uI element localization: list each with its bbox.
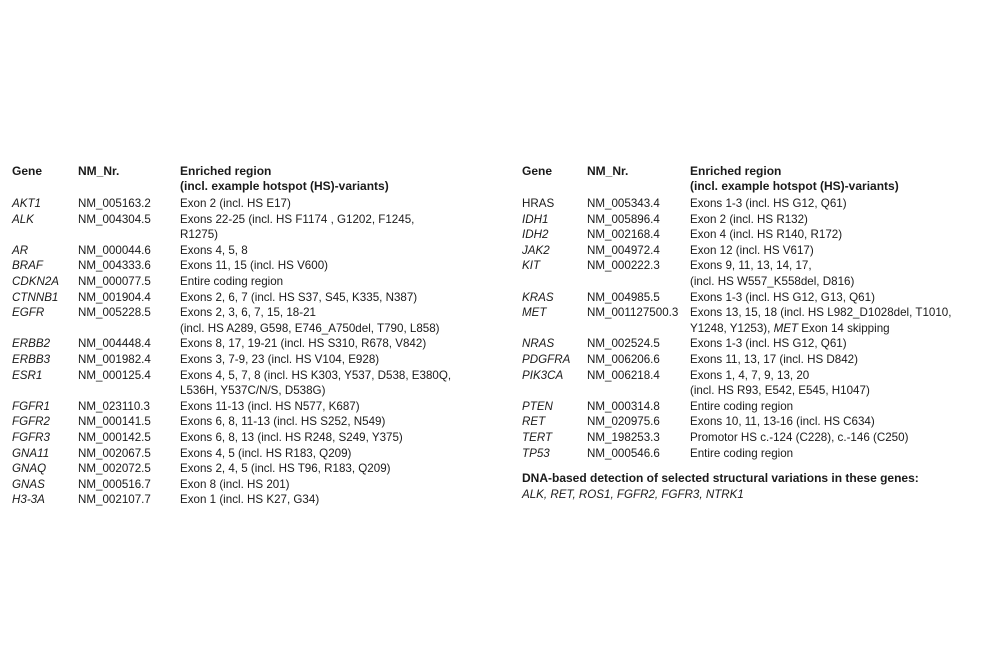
- nm-number: NM_005343.4: [587, 197, 660, 210]
- table-row: [12, 212, 451, 243]
- enriched-region: Exons 11, 15 (incl. HS V600): [180, 259, 329, 273]
- nm-number: NM_000077.5: [78, 274, 151, 288]
- gene-name: KIT: [522, 259, 541, 273]
- gene-name: RET: [522, 415, 546, 429]
- gene-mention: MET: [773, 321, 799, 335]
- gene-name: FGFR1: [12, 399, 51, 413]
- nm-number: NM_000314.8: [587, 399, 660, 413]
- nm-number: NM_002107.7: [78, 493, 151, 507]
- table-row: [12, 336, 451, 352]
- header-region: Enriched region (incl. example hotspot (HS)-variants): [690, 164, 899, 193]
- nm-number: NM_000142.5: [78, 430, 151, 444]
- enriched-region: Exons 2, 3, 6, 7, 15, 18-21 (incl. HS A289, G598, E746_A750del, T790, L858): [180, 306, 440, 335]
- nm-number: NM_000044.6: [78, 243, 151, 257]
- enriched-region: Exons 9, 11, 13, 14, 17, (incl. HS W557_K558del, D816): [690, 259, 855, 288]
- enriched-region: Exons 4, 5 (incl. HS R183, Q209): [180, 446, 352, 460]
- nm-number: NM_004304.5: [78, 212, 151, 226]
- table-row: [522, 258, 951, 289]
- table-row: [12, 430, 451, 446]
- gene-name: TERT: [522, 430, 553, 444]
- nm-number: NM_005896.4: [587, 212, 660, 226]
- nm-number: NM_004448.4: [78, 337, 151, 351]
- enriched-region: Exons 1-3 (incl. HS G12, Q61): [690, 337, 847, 351]
- nm-number: NM_004333.6: [78, 259, 151, 273]
- gene-name: IDH1: [522, 212, 549, 226]
- nm-number: NM_000222.3: [587, 259, 660, 273]
- table-row: [522, 290, 951, 306]
- enriched-region: Exon 2 (incl. HS R132): [690, 212, 808, 226]
- nm-number: NM_006206.6: [587, 352, 660, 366]
- structural-variations-note: [522, 471, 919, 502]
- gene-name: ALK: [12, 212, 34, 226]
- nm-number: NM_001904.4: [78, 290, 151, 304]
- table-row: [522, 368, 951, 399]
- nm-number: NM_002067.5: [78, 446, 151, 460]
- enriched-region: Exon 4 (incl. HS R140, R172): [690, 228, 843, 242]
- table-row: [522, 352, 951, 368]
- table-row: [522, 243, 951, 259]
- gene-name: GNAQ: [12, 462, 47, 476]
- table-row: [522, 305, 951, 336]
- nm-number: NM_020975.6: [587, 415, 660, 429]
- nm-number: NM_001982.4: [78, 352, 151, 366]
- gene-name: H3-3A: [12, 493, 45, 507]
- enriched-region: Exons 1, 4, 7, 9, 13, 20 (incl. HS R93, E542, E545, H1047): [690, 368, 870, 398]
- nm-number: NM_002524.5: [587, 337, 660, 351]
- gene-name: IDH2: [522, 228, 549, 242]
- table-row: [522, 430, 951, 446]
- table-row: [12, 196, 451, 212]
- gene-name: BRAF: [12, 259, 43, 273]
- nm-number: NM_001127500.3: [587, 306, 679, 320]
- gene-name: CDKN2A: [12, 274, 60, 288]
- table-body: [12, 196, 451, 508]
- enriched-region: Exons 1-3 (incl. HS G12, G13, Q61): [690, 290, 875, 304]
- nm-number: NM_004985.5: [587, 290, 660, 304]
- table-row: [12, 399, 451, 415]
- enriched-region: Exon 8 (incl. HS 201): [180, 477, 290, 491]
- gene-name: JAK2: [522, 243, 550, 257]
- table-row: [12, 477, 451, 493]
- table-row: [12, 258, 451, 274]
- gene-name: PIK3CA: [522, 368, 564, 382]
- gene-name: FGFR2: [12, 415, 51, 429]
- enriched-region: Exons 1-3 (incl. HS G12, Q61): [690, 197, 847, 210]
- gene-name: AR: [12, 243, 29, 257]
- table-row: [12, 305, 451, 336]
- enriched-region: Exons 6, 8, 13 (incl. HS R248, S249, Y375): [180, 430, 403, 444]
- table-row: [12, 492, 451, 508]
- gene-name: GNAS: [12, 477, 45, 491]
- table-row: [12, 352, 451, 368]
- enriched-region: Exons 13, 15, 18 (incl. HS L982_D1028del, T1010, Y1248, Y1253), MET Exon 14 skipping: [690, 306, 952, 335]
- nm-number: NM_002072.5: [78, 462, 151, 476]
- gene-name: ESR1: [12, 368, 43, 382]
- table-row: [522, 399, 951, 415]
- table-row: [12, 243, 451, 259]
- enriched-region: Exons 11, 13, 17 (incl. HS D842): [690, 352, 858, 366]
- enriched-region: Exons 4, 5, 7, 8 (incl. HS K303, Y537, D538, E380Q, L536H, Y537C/N/S, D538G): [180, 368, 452, 398]
- table-row: [522, 336, 951, 352]
- nm-number: NM_198253.3: [587, 430, 660, 444]
- table-row: [522, 212, 951, 228]
- table-header: [12, 164, 451, 196]
- enriched-region: Exons 4, 5, 8: [180, 243, 248, 257]
- gene-name: MET: [522, 306, 547, 320]
- gene-name: NRAS: [522, 337, 555, 351]
- gene-name: ERBB2: [12, 337, 51, 351]
- table-row: [12, 446, 451, 462]
- enriched-region: Exons 6, 8, 11-13 (incl. HS S252, N549): [180, 415, 386, 429]
- gene-name: AKT1: [12, 197, 41, 210]
- structural-variations-title: DNA-based detection of selected structural variations in these genes:: [522, 471, 919, 485]
- gene-name: TP53: [522, 446, 550, 460]
- gene-name: HRAS: [522, 197, 555, 210]
- gene-name: PTEN: [522, 399, 553, 413]
- header-gene: Gene: [522, 164, 553, 178]
- nm-number: NM_005228.5: [78, 306, 151, 320]
- enriched-region: Exon 2 (incl. HS E17): [180, 197, 291, 210]
- header-nm: NM_Nr.: [78, 164, 120, 178]
- enriched-region: Exon 1 (incl. HS K27, G34): [180, 493, 320, 507]
- table-row: [12, 274, 451, 290]
- nm-number: NM_000141.5: [78, 415, 151, 429]
- nm-number: NM_004972.4: [587, 243, 660, 257]
- table-row: [522, 196, 951, 212]
- enriched-region: Exons 2, 6, 7 (incl. HS S37, S45, K335, N387): [180, 290, 418, 304]
- enriched-region: Entire coding region: [690, 399, 794, 413]
- header-nm: NM_Nr.: [587, 164, 629, 178]
- table-row: [522, 414, 951, 430]
- gene-name: GNA11: [12, 446, 50, 460]
- structural-variations-genes: ALK, RET, ROS1, FGFR2, FGFR3, NTRK1: [522, 487, 744, 501]
- table-row: [522, 227, 951, 243]
- nm-number: NM_002168.4: [587, 228, 660, 242]
- enriched-region: Exon 12 (incl. HS V617): [690, 243, 814, 257]
- nm-number: NM_000516.7: [78, 477, 151, 491]
- gene-table-left: [12, 164, 451, 508]
- gene-name: PDGFRA: [522, 352, 571, 366]
- header-region: Enriched region (incl. example hotspot (HS)-variants): [180, 164, 389, 193]
- table-row: [12, 414, 451, 430]
- gene-table-right: [522, 164, 951, 461]
- enriched-region: Exons 2, 4, 5 (incl. HS T96, R183, Q209): [180, 462, 391, 476]
- enriched-region: Exons 11-13 (incl. HS N577, K687): [180, 399, 360, 413]
- table-header: [522, 164, 951, 196]
- gene-name: KRAS: [522, 290, 554, 304]
- gene-name: EGFR: [12, 306, 45, 320]
- nm-number: NM_023110.3: [78, 399, 150, 413]
- enriched-region: Exons 22-25 (incl. HS F1174 , G1202, F1245, R1275): [180, 212, 415, 242]
- nm-number: NM_000125.4: [78, 368, 151, 382]
- table-row: [12, 368, 451, 399]
- gene-name: FGFR3: [12, 430, 51, 444]
- gene-name: ERBB3: [12, 352, 51, 366]
- nm-number: NM_000546.6: [587, 446, 660, 460]
- enriched-region: Exons 3, 7-9, 23 (incl. HS V104, E928): [180, 352, 380, 366]
- enriched-region: Entire coding region: [690, 446, 794, 460]
- table-row: [522, 446, 951, 462]
- enriched-region: Entire coding region: [180, 274, 284, 288]
- table-row: [12, 290, 451, 306]
- enriched-region: Promotor HS c.-124 (C228), c.-146 (C250): [690, 430, 909, 444]
- table-body: [522, 196, 951, 461]
- enriched-region: Exons 8, 17, 19-21 (incl. HS S310, R678, V842): [180, 337, 427, 351]
- gene-name: CTNNB1: [12, 290, 59, 304]
- table-row: [12, 461, 451, 477]
- nm-number: NM_005163.2: [78, 197, 151, 210]
- nm-number: NM_006218.4: [587, 368, 660, 382]
- enriched-region: Exons 10, 11, 13-16 (incl. HS C634): [690, 415, 875, 429]
- header-gene: Gene: [12, 164, 43, 178]
